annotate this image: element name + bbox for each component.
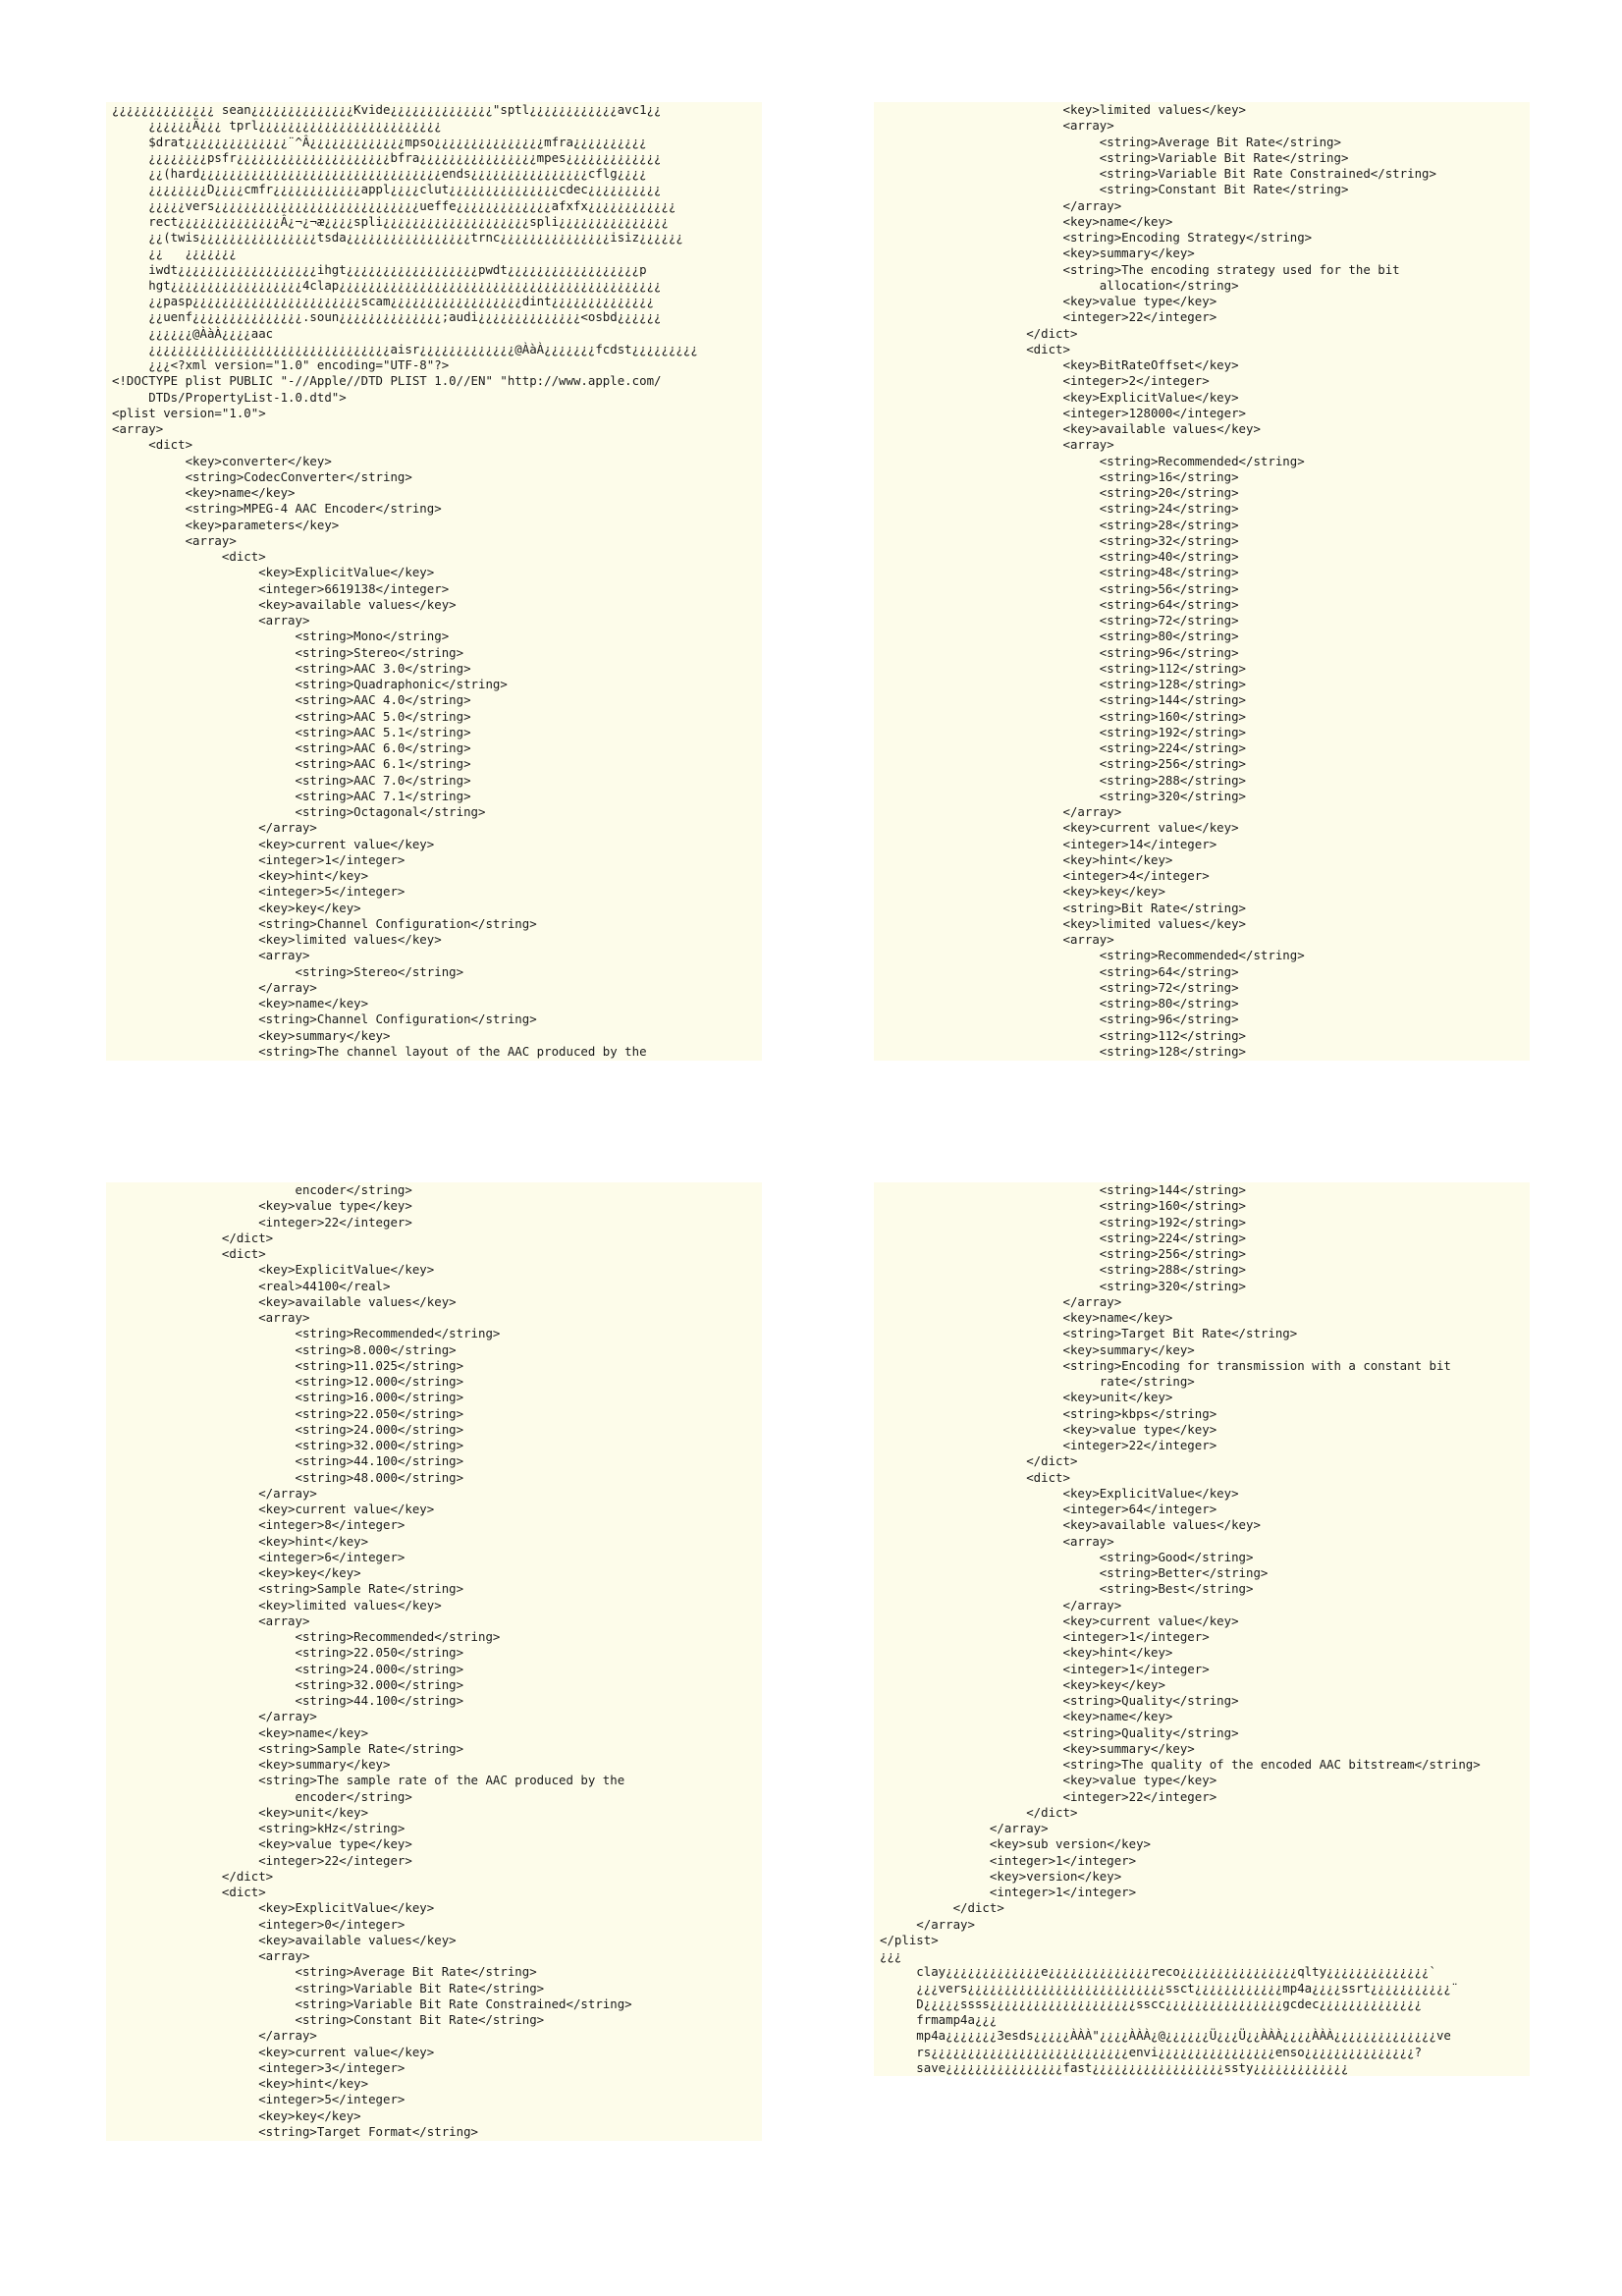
page-1-panel <box>106 102 762 1061</box>
page-4-code: <string>144</string> <string>160</string> <string>192</string> <string>224</string> <string>256</string> <string>288</string> <string>320</string> </array> <key>name</key> <string>Target Bit Rate</string> <key>summary</key> <string>Encoding for transmission with a constant bit rate</string> <key>unit</key> <string>kbps</string> <key>value type</key> <integer>22</integer> </dict> <dict> <key>ExplicitValue</key> <integer>64</integer> <key>available values</key> <array> <string>Good</string> <string>Better</string> <string>Best</string> </array> <key>current value</key> <integer>1</integer> <key>hint</key> <integer>1</integer> <key>key</key> <string>Quality</string> <key>name</key> <string>Quality</string> <key>summary</key> <string>The quality of the encoded AAC bitstream</string> <key>value type</key> <integer>22</integer> </dict> </array> <key>sub version</key> <integer>1</integer> <key>version</key> <integer>1</integer> </dict> </array> </plist> ¿¿¿ clay¿¿¿¿¿¿¿¿¿¿¿¿¿e¿¿¿¿¿¿¿¿¿¿¿¿¿¿reco¿¿¿¿¿¿¿¿¿¿¿¿¿¿¿¿qlty¿¿¿¿¿¿¿¿¿¿¿¿¿¿` ¿¿¿vers¿¿¿¿¿¿¿¿¿¿¿¿¿¿¿¿¿¿¿¿¿¿¿¿¿¿¿ssct¿¿¿¿¿¿¿¿¿¿¿¿mp4a¿¿¿¿ssrt¿¿¿¿¿¿¿¿¿¿¿¨ D¿¿¿¿¿ssss¿¿¿¿¿¿¿¿¿¿¿¿¿¿¿¿¿¿¿¿sscc¿¿¿¿¿¿¿¿¿¿¿¿¿¿¿¿gcdec¿¿¿¿¿¿¿¿¿¿¿¿¿¿ frmamp4a¿¿¿ mp4a¿¿¿¿¿¿¿3esds¿¿¿¿¿ÀÀÀ"¿¿¿¿ÀÀÀ¿@¿¿¿¿¿¿Ü¿¿¿Ü¿¿ÀÀÀ¿¿¿¿ÀÀÀ¿¿¿¿¿¿¿¿¿¿¿¿¿¿ve rs¿¿¿¿¿¿¿¿¿¿¿¿¿¿¿¿¿¿¿¿¿¿¿¿¿¿¿envi¿¿¿¿¿¿¿¿¿¿¿¿¿¿¿¿enso¿¿¿¿¿¿¿¿¿¿¿¿¿¿¿? save¿¿¿¿¿¿¿¿¿¿¿¿¿¿¿¿fast¿¿¿¿¿¿¿¿¿¿¿¿¿¿¿¿¿¿ssty¿¿¿¿¿¿¿¿¿¿¿¿¿ <box>880 1182 1481 2075</box>
page-3-code: encoder</string> <key>value type</key> <integer>22</integer> </dict> <dict> <key>ExplicitValue</key> <real>44100</real> <key>available values</key> <array> <string>Recommended</string> <string>8.000</string> <string>11.025</string> <string>12.000</string> <string>16.000</string> <string>22.050</string> <string>24.000</string> <string>32.000</string> <string>44.100</string> <string>48.000</string> </array> <key>current value</key> <integer>8</integer> <key>hint</key> <integer>6</integer> <key>key</key> <string>Sample Rate</string> <key>limited values</key> <array> <string>Recommended</string> <string>22.050</string> <string>24.000</string> <string>32.000</string> <string>44.100</string> </array> <key>name</key> <string>Sample Rate</string> <key>summary</key> <string>The sample rate of the AAC produced by the encoder</string> <key>unit</key> <string>kHz</string> <key>value type</key> <integer>22</integer> </dict> <dict> <key>ExplicitValue</key> <integer>0</integer> <key>available values</key> <array> <string>Average Bit Rate</string> <string>Variable Bit Rate</string> <string>Variable Bit Rate Constrained</string> <string>Constant Bit Rate</string> </array> <key>current value</key> <integer>3</integer> <key>hint</key> <integer>5</integer> <key>key</key> <string>Target Format</string> <box>221 1182 632 2139</box>
page-3-panel <box>106 1182 762 2141</box>
page-2-panel <box>874 102 1530 1061</box>
page-2-code: <key>limited values</key> <array> <string>Average Bit Rate</string> <string>Variable Bit Rate</string> <string>Variable Bit Rate Constrained</string> <string>Constant Bit Rate</string> </array> <key>name</key> <string>Encoding Strategy</string> <key>summary</key> <string>The encoding strategy used for the bit allocation</string> <key>value type</key> <integer>22</integer> </dict> <dict> <key>BitRateOffset</key> <integer>2</integer> <key>ExplicitValue</key> <integer>128000</integer> <key>available values</key> <array> <string>Recommended</string> <string>16</string> <string>20</string> <string>24</string> <string>28</string> <string>32</string> <string>40</string> <string>48</string> <string>56</string> <string>64</string> <string>72</string> <string>80</string> <string>96</string> <string>112</string> <string>128</string> <string>144</string> <string>160</string> <string>192</string> <string>224</string> <string>256</string> <string>288</string> <string>320</string> </array> <key>current value</key> <integer>14</integer> <key>hint</key> <integer>4</integer> <key>key</key> <string>Bit Rate</string> <key>limited values</key> <array> <string>Recommended</string> <string>64</string> <string>72</string> <string>80</string> <string>96</string> <string>112</string> <string>128</string> <box>1026 102 1436 1059</box>
page-4-panel <box>874 1182 1530 2076</box>
page-1-code: ¿¿¿¿¿¿¿¿¿¿¿¿¿¿ sean¿¿¿¿¿¿¿¿¿¿¿¿¿¿Kvide¿¿¿¿¿¿¿¿¿¿¿¿¿¿"sptl¿¿¿¿¿¿¿¿¿¿¿¿avc1¿¿ ¿¿¿¿¿¿Ä¿¿¿ tprl¿¿¿¿¿¿¿¿¿¿¿¿¿¿¿¿¿¿¿¿¿¿¿¿¿ $drat¿¿¿¿¿¿¿¿¿¿¿¿¿¿¨^Â¿¿¿¿¿¿¿¿¿¿¿¿¿mpso¿¿¿¿¿¿¿¿¿¿¿¿¿¿¿mfra¿¿¿¿¿¿¿¿¿¿ ¿¿¿¿¿¿¿¿psfr¿¿¿¿¿¿¿¿¿¿¿¿¿¿¿¿¿¿¿¿¿bfra¿¿¿¿¿¿¿¿¿¿¿¿¿¿¿¿mpes¿¿¿¿¿¿¿¿¿¿¿¿¿ ¿¿(hard¿¿¿¿¿¿¿¿¿¿¿¿¿¿¿¿¿¿¿¿¿¿¿¿¿¿¿¿¿¿¿¿¿ends¿¿¿¿¿¿¿¿¿¿¿¿¿¿¿¿cflg¿¿¿¿ ¿¿¿¿¿¿¿¿D¿¿¿¿cmfr¿¿¿¿¿¿¿¿¿¿¿¿appl¿¿¿¿clut¿¿¿¿¿¿¿¿¿¿¿¿¿¿¿cdec¿¿¿¿¿¿¿¿¿¿ ¿¿¿¿¿vers¿¿¿¿¿¿¿¿¿¿¿¿¿¿¿¿¿¿¿¿¿¿¿¿¿¿¿¿ueffe¿¿¿¿¿¿¿¿¿¿¿¿¿afxfx¿¿¿¿¿¿¿¿¿¿¿¿ rect¿¿¿¿¿¿¿¿¿¿¿¿¿¿Â¿¬¿¬æ¿¿¿¿spli¿¿¿¿¿¿¿¿¿¿¿¿¿¿¿¿¿¿¿¿spli¿¿¿¿¿¿¿¿¿¿¿¿¿¿¿ ¿¿(twis¿¿¿¿¿¿¿¿¿¿¿¿¿¿¿¿tsda¿¿¿¿¿¿¿¿¿¿¿¿¿¿¿¿¿trnc¿¿¿¿¿¿¿¿¿¿¿¿¿¿¿isiz¿¿¿¿¿¿ ¿¿ ¿¿¿¿¿¿¿ iwdt¿¿¿¿¿¿¿¿¿¿¿¿¿¿¿¿¿¿¿ihgt¿¿¿¿¿¿¿¿¿¿¿¿¿¿¿¿¿¿pwdt¿¿¿¿¿¿¿¿¿¿¿¿¿¿¿¿¿¿p hgt¿¿¿¿¿¿¿¿¿¿¿¿¿¿¿¿¿¿4clap¿¿¿¿¿¿¿¿¿¿¿¿¿¿¿¿¿¿¿¿¿¿¿¿¿¿¿¿¿¿¿¿¿¿¿¿¿¿¿¿¿¿¿¿ ¿¿pasp¿¿¿¿¿¿¿¿¿¿¿¿¿¿¿¿¿¿¿¿¿¿¿scam¿¿¿¿¿¿¿¿¿¿¿¿¿¿¿¿¿¿dint¿¿¿¿¿¿¿¿¿¿¿¿¿¿ ¿¿uenf¿¿¿¿¿¿¿¿¿¿¿¿¿¿¿.soun¿¿¿¿¿¿¿¿¿¿¿¿¿¿;audi¿¿¿¿¿¿¿¿¿¿¿¿¿¿<osbd¿¿¿¿¿¿ ¿¿¿¿¿¿@ÀàÀ¿¿¿¿aac ¿¿¿¿¿¿¿¿¿¿¿¿¿¿¿¿¿¿¿¿¿¿¿¿¿¿¿¿¿¿¿¿¿aisr¿¿¿¿¿¿¿¿¿¿¿¿¿@ÀàÀ¿¿¿¿¿¿¿fcdst¿¿¿¿¿¿¿¿¿ ¿¿¿<?xml version="1.0" encoding="UTF-8"?> <!DOCTYPE plist PUBLIC "-//Apple//DTD PLIST 1.0//EN" "http://www.apple.com/ DTDs/PropertyList-1.0.dtd"> <plist version="1.0"> <array> <dict> <key>converter</key> <string>CodecConverter</string> <key>name</key> <string>MPEG-4 AAC Encoder</string> <key>parameters</key> <array> <dict> <key>ExplicitValue</key> <integer>6619138</integer> <key>available values</key> <array> <string>Mono</string> <string>Stereo</string> <string>AAC 3.0</string> <string>Quadraphonic</string> <string>AAC 4.0</string> <string>AAC 5.0</string> <string>AAC 5.1</string> <string>AAC 6.0</string> <string>AAC 6.1</string> <string>AAC 7.0</string> <string>AAC 7.1</string> <string>Octagonal</string> </array> <key>current value</key> <integer>1</integer> <key>hint</key> <integer>5</integer> <key>key</key> <string>Channel Configuration</string> <key>limited values</key> <array> <string>Stereo</string> </array> <key>name</key> <string>Channel Configuration</string> <key>summary</key> <string>The channel layout of the AAC produced by the <box>112 102 698 1059</box>
